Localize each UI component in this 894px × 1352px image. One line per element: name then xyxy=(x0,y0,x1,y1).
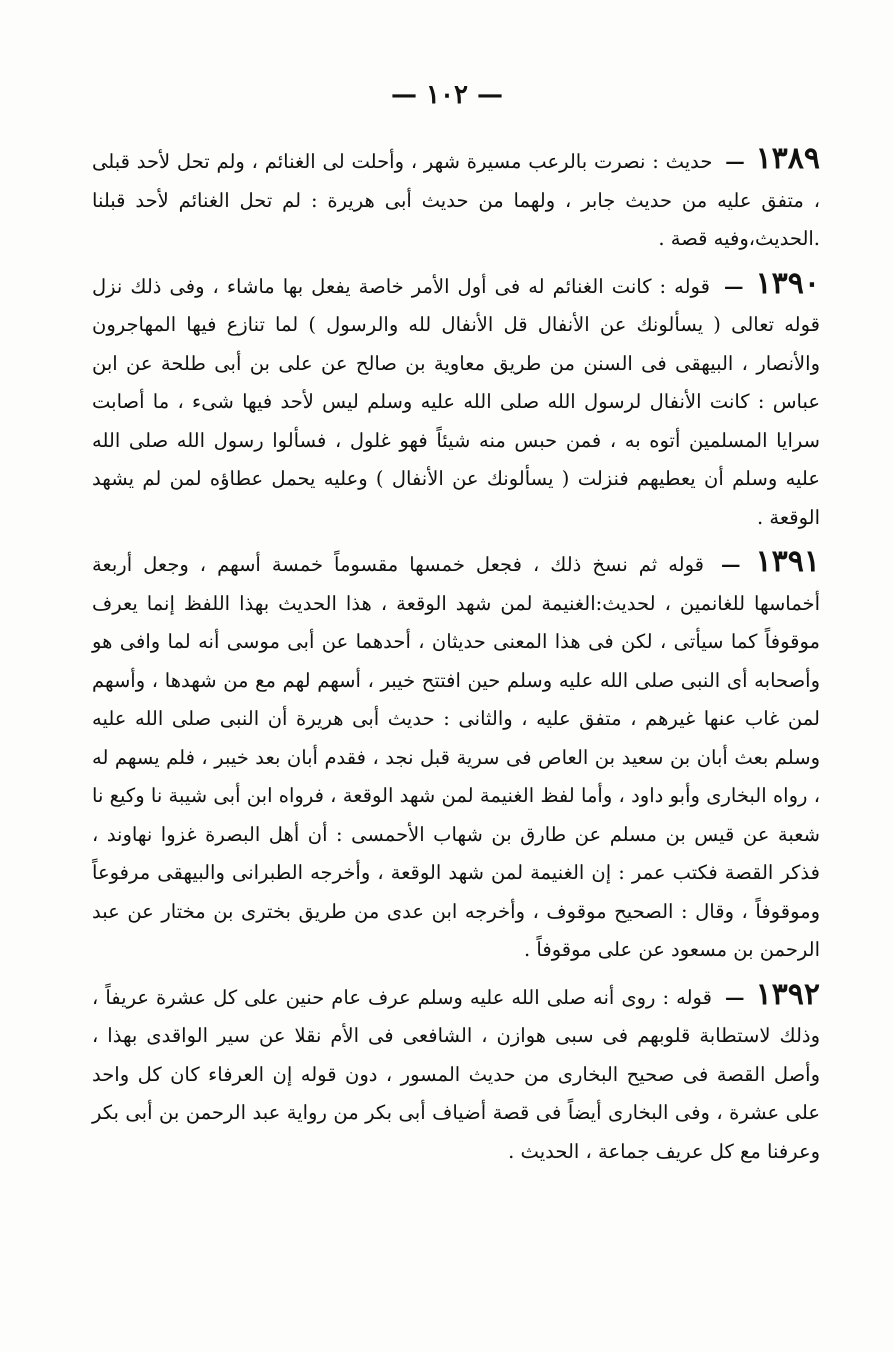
separator-dash: — xyxy=(725,150,745,173)
hadith-number: ١٣٨٩ xyxy=(755,141,821,176)
separator-dash: — xyxy=(721,553,741,576)
paragraph-text: قوله : روى أنه صلى الله عليه وسلم عرف عام حنين على كل عشرة عريفاً ، وذلك لاستطابة قلوبهم فى سبى هوازن ، الشافعى فى الأم نقلا عن سير الواقدى بهذا ، وأصل القصة فى صحيح البخارى من حديث المسور ، دون قوله إن العرفاء كان كل واحد على عشرة ، وفى البخارى أيضاً فى قصة أضياف أبى بكر من رواية عبد الرحمن بن أبى بكر وعرفنا مع كل عريف جماعة ، الحديث . xyxy=(92,985,820,1163)
paragraph-text: قوله : كانت الغنائم له فى أول الأمر خاصة يفعل بها ماشاء ، وفى ذلك نزل قوله تعالى ( يسألونك عن الأنفال قل الأنفال لله والرسول ) لما تنازع فيها المهاجرون والأنصار ، البيهقى فى السنن من طريق معاوية بن صالح عن على بن أبى طلحة عن ابن عباس : كانت الأنفال لرسول الله صلى الله عليه وسلم ليس لأحد فيها شىء ، ما أصابت سرايا المسلمين أتوه به ، فمن حبس منه شيئاً فهو غلول ، فسألوا رسول الله صلى الله عليه وسلم أن يعطيهم فنزلت ( يسألونك عن الأنفال ) وعليه يحمل عطاؤه لمن لم يشهد الوقعة . xyxy=(92,274,820,529)
paragraph-text: حديث : نصرت بالرعب مسيرة شهر ، وأحلت لى الغنائم ، ولم تحل لأحد قبلى ، متفق عليه من حديث جابر ، ولهما من حديث أبى هريرة : لم تحل الغنائم لأحد قبلنا .الحديث،وفيه قصة . xyxy=(92,150,820,250)
hadith-number: ١٣٩٠ xyxy=(755,265,820,301)
paragraph-text: قوله ثم نسخ ذلك ، فجعل خمسها مقسوماً خمسة أسهم ، وجعل أربعة أخماسها للغانمين ، لحديث:الغنيمة لمن شهد الوقعة ، هذا الحديث بهذا اللفظ إنما يعرف موقوفاً كما سيأتى ، لكن فى هذا المعنى حديثان ، أحدهما عن أبى موسى أنه لما وافى هو وأصحابه أى النبى صلى الله عليه وسلم حين افتتح خيبر ، أسهم لهم مع من شهدها ، وأسهم لمن غاب عنها غيرهم ، متفق عليه ، والثانى : حديث أبى هريرة أن النبى صلى الله عليه وسلم بعث أبان بن سعيد بن العاص فى سرية قبل نجد ، فقدم أبان بعد خيبر ، فلم يسهم له ، رواه البخارى وأبو داود ، وأما لفظ الغنيمة لمن شهد الوقعة ، فرواه ابن أبى شيبة نا وكيع نا شعبة عن قيس بن مسلم عن طارق بن شهاب الأحمسى : أن أهل البصرة غزوا نهاوند ، فذكر القصة فكتب عمر : إن الغنيمة لمن شهد الوقعة ، وأخرجه الطبرانى والبيهقى مرفوعاً وموقوفاً ، وقال : الصحيح موقوف ، وأخرجه ابن عدى من طريق بختری بن مختار عن عبد الرحمن بن مسعود عن على موقوفاً . xyxy=(92,553,820,961)
paragraph-1390 xyxy=(92,265,820,538)
text-body xyxy=(92,140,820,1177)
separator-dash: — xyxy=(725,985,745,1009)
page-number: — ١٠٢ — xyxy=(390,80,504,110)
paragraph-1392 xyxy=(92,976,820,1172)
hadith-number: ١٣٩١ xyxy=(755,544,820,579)
separator-dash: — xyxy=(724,274,744,298)
paragraph-1389 xyxy=(92,140,820,259)
hadith-number: ١٣٩٢ xyxy=(755,976,821,1012)
paragraph-1391 xyxy=(92,543,820,970)
